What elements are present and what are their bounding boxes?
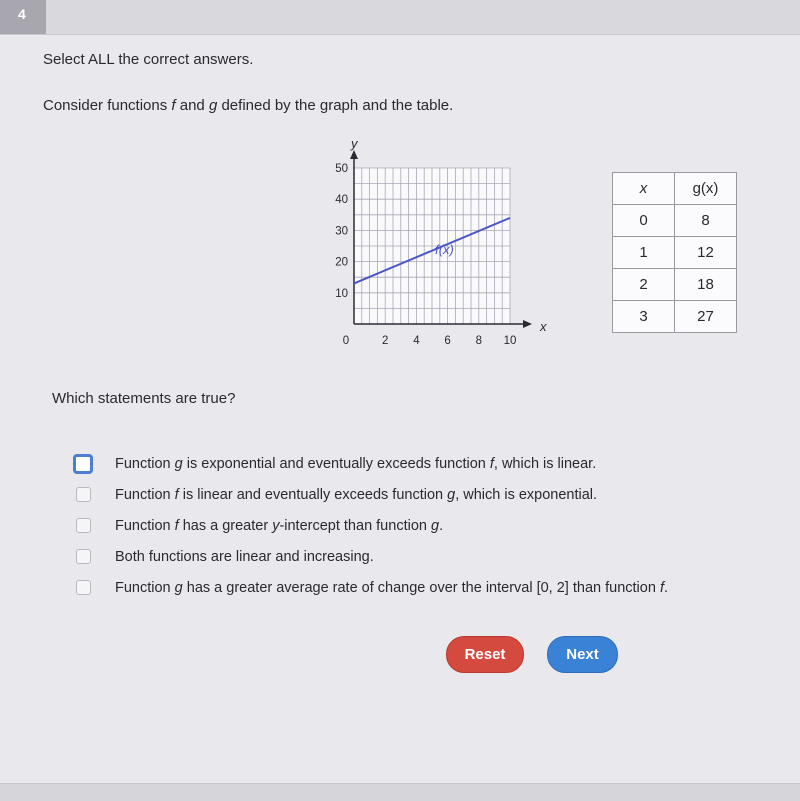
option-5-label: Function g has a greater average rate of change over the interval [0, 2] than function f.	[115, 579, 668, 596]
option-4[interactable]	[70, 541, 668, 572]
y-axis-arrow	[350, 150, 358, 159]
table-row	[613, 237, 737, 269]
x-tick-label: 10	[503, 335, 517, 347]
x-tick-label: 8	[475, 335, 483, 347]
table-cell: 18	[675, 269, 737, 301]
prompt-f: f	[171, 97, 176, 114]
next-button[interactable]: Next	[547, 636, 618, 673]
y-tick-label: 30	[335, 225, 348, 238]
x-tick-label: 6	[444, 335, 451, 347]
option-5[interactable]	[70, 572, 668, 603]
option-3-label: Function f has a greater y-intercept than function g.	[115, 517, 444, 534]
table-cell: 1	[613, 237, 675, 269]
question-text: Which statements are true?	[52, 390, 236, 407]
y-tick-label: 50	[335, 163, 348, 175]
x-axis-arrow	[523, 320, 532, 328]
table-cell: 2	[613, 269, 675, 301]
f-graph	[326, 136, 556, 354]
x-tick-label: 0	[342, 335, 350, 347]
y-axis-label: y	[351, 136, 358, 151]
bottom-bar	[0, 783, 800, 801]
table-row	[613, 269, 737, 301]
prompt-text	[43, 97, 453, 114]
g-table	[612, 172, 737, 333]
instruction-text: Select ALL the correct answers.	[43, 51, 254, 68]
prompt-g: g	[208, 97, 218, 114]
x-tick-label: 4	[413, 335, 420, 347]
x-tick-label: 2	[381, 335, 389, 347]
table-header-x: x	[613, 173, 675, 205]
option-4-label: Both functions are linear and increasing.	[115, 548, 374, 565]
question-number-badge: 4	[0, 0, 46, 34]
option-2-checkbox[interactable]	[76, 487, 91, 502]
option-2[interactable]	[70, 479, 668, 510]
table-header-gx: g(x)	[675, 173, 737, 205]
table-cell: 27	[675, 301, 737, 333]
option-3-checkbox[interactable]	[76, 518, 91, 533]
prompt-and: and	[175, 97, 209, 114]
y-tick-label: 10	[335, 287, 348, 300]
y-tick-label: 40	[335, 194, 348, 207]
option-1-checkbox[interactable]	[73, 454, 93, 474]
option-1[interactable]	[70, 448, 668, 479]
option-3[interactable]	[70, 510, 668, 541]
table-cell: 12	[675, 237, 737, 269]
option-1-label: Function g is exponential and eventually exceeds function f, which is linear.	[115, 455, 597, 472]
answer-options	[70, 448, 668, 603]
f-line-label: f(x)	[435, 241, 454, 257]
table-cell: 0	[613, 205, 675, 237]
prompt-pre: Consider functions	[43, 97, 172, 114]
top-bar	[0, 0, 800, 35]
reset-button[interactable]: Reset	[446, 636, 524, 673]
option-2-label: Function f is linear and eventually exceeds function g, which is exponential.	[115, 486, 598, 503]
table-cell: 8	[675, 205, 737, 237]
table-row	[613, 301, 737, 333]
option-5-checkbox[interactable]	[76, 580, 91, 595]
table-row	[613, 205, 737, 237]
x-axis-label: x	[540, 319, 547, 334]
prompt-post: defined by the graph and the table.	[217, 97, 454, 114]
option-4-checkbox[interactable]	[76, 549, 91, 564]
table-cell: 3	[613, 301, 675, 333]
y-tick-label: 20	[335, 256, 348, 269]
